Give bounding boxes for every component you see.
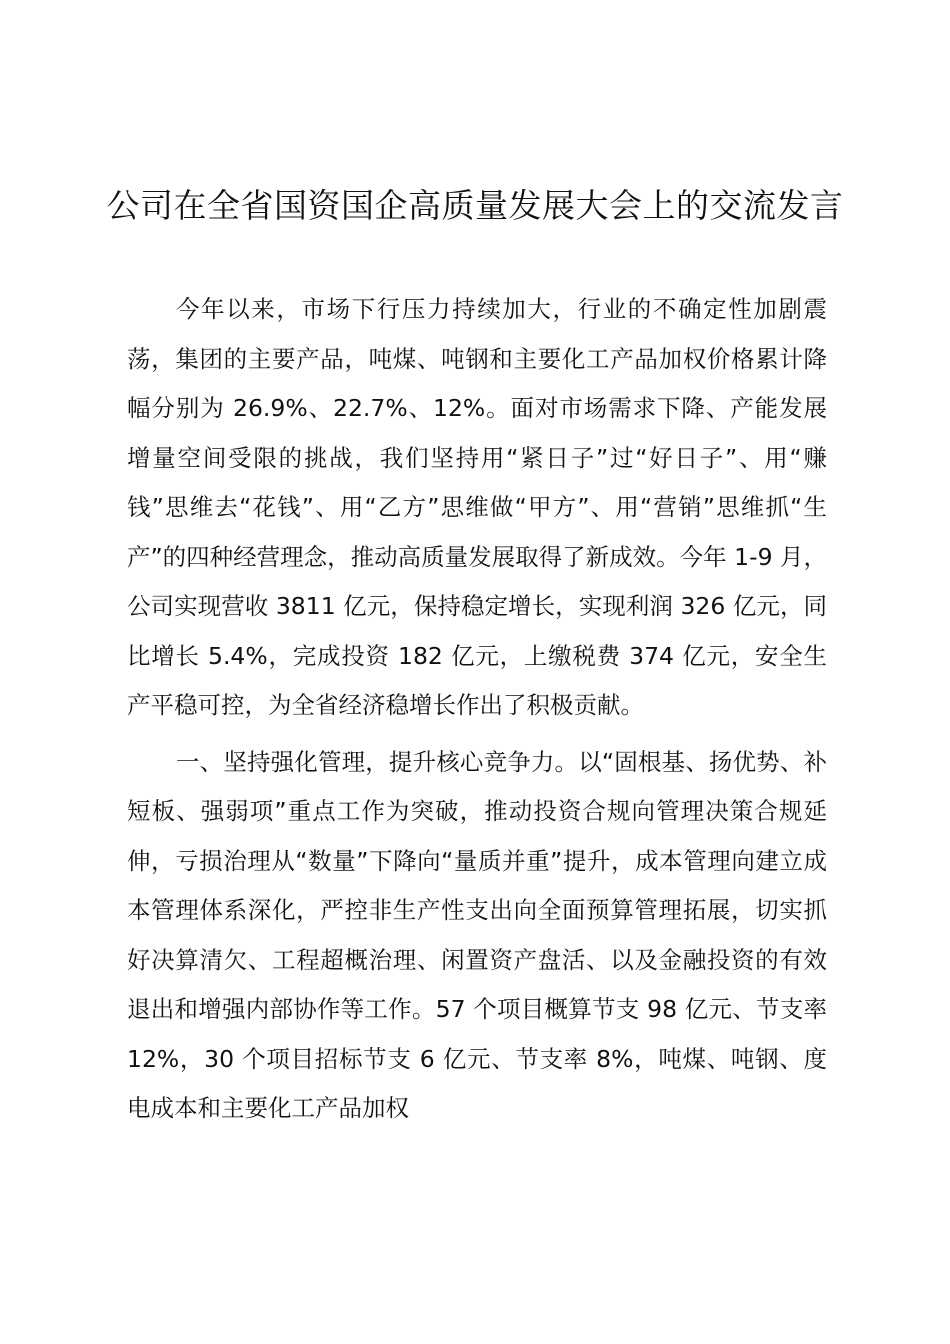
paragraph-intro: 今年以来，市场下行压力持续加大，行业的不确定性加剧震荡，集团的主要产品，吨煤、吨钢和主要化工产品加权价格累计降幅分别为 26.9%、22.7%、12%。面对市场需求下降、产能发展增量空间受限的挑战，我们坚持用“紧日子”过“好日子”、用“赚钱”思维去“花钱”、用“乙方”思维做“甲方”、用“营销”思维抓“生产”的四种经营理念，推动高质量发展取得了新成效。今年 1-9 月，公司实现营收 3811 亿元，保持稳定增长，实现利润 326 亿元，同比增长 5.4%，完成投资 182 亿元，上缴税费 374 亿元，安全生产平稳可控，为全省经济稳增长作出了积极贡献。: [127, 295, 827, 719]
document-title: 公司在全省国资国企高质量发展大会上的交流发言: [106, 186, 844, 225]
document-body: [127, 285, 827, 1141]
paragraph-section-one: 一、坚持强化管理，提升核心竞争力。以“固根基、扬优势、补短板、强弱项”重点工作为突破，推动投资合规向管理决策合规延伸，亏损治理从“数量”下降向“量质并重”提升，成本管理向建立成本管理体系深化，严控非生产性支出向全面预算管理拓展，切实抓好决算清欠、工程超概治理、闲置资产盘活、以及金融投资的有效退出和增强内部协作等工作。57 个项目概算节支 98 亿元、节支率 12%，30 个项目招标节支 6 亿元、节支率 8%，吨煤、吨钢、度电成本和主要化工产品加权: [127, 747, 827, 1122]
